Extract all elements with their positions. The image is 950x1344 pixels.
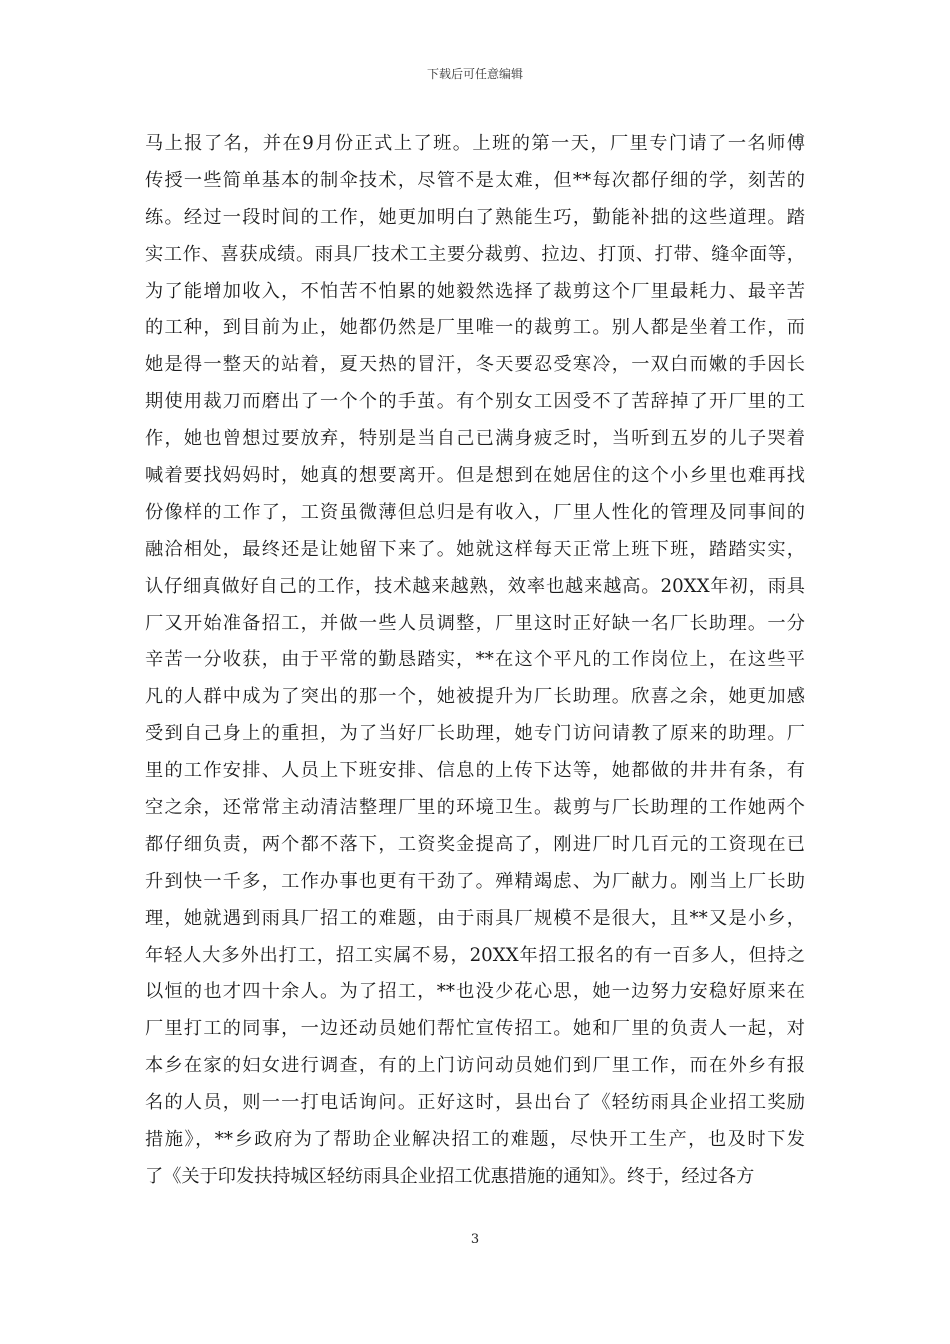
text-line: 都仔细负责，两个都不落下，工资奖金提高了，刚进厂时几百元的工资现在已 [145, 833, 805, 855]
text-line: 期使用裁刀而磨出了一个个的手茧。有个别女工因受不了苦辞掉了开厂里的工 [145, 391, 805, 413]
text-line: 理，她就遇到雨具厂招工的难题，由于雨具厂规模不是很大，且**又是小乡， [145, 907, 805, 929]
text-line: 的工种，到目前为止，她都仍然是厂里唯一的裁剪工。别人都是坐着工作，而 [145, 317, 805, 339]
text-line: 里的工作安排、人员上下班安排、信息的上传下达等，她都做的井井有条，有 [145, 760, 805, 782]
text-line: 了《关于印发扶持城区轻纺雨具企业招工优惠措施的通知》。终于，经过各方 [145, 1165, 755, 1187]
text-line: 作，她也曾想过要放弃，特别是当自己已满身疲乏时，当听到五岁的儿子哭着 [145, 428, 805, 450]
text-line: 本乡在家的妇女进行调查，有的上门访问动员她们到厂里工作，而在外乡有报 [145, 1055, 805, 1077]
text-line: 融洽相处，最终还是让她留下来了。她就这样每天正常上班下班，踏踏实实， [145, 538, 805, 560]
text-line: 凡的人群中成为了突出的那一个，她被提升为厂长助理。欣喜之余，她更加感 [145, 686, 805, 708]
text-line: 认仔细真做好自己的工作，技术越来越熟，效率也越来越高。20XX年初，雨具 [145, 575, 805, 597]
text-line: 实工作、喜获成绩。雨具厂技术工主要分裁剪、拉边、打顶、打带、缝伞面等， [145, 243, 805, 265]
text-line: 马上报了名，并在9月份正式上了班。上班的第一天，厂里专门请了一名师傅 [145, 133, 805, 154]
text-line: 厂又开始准备招工，并做一些人员调整，厂里这时正好缺一名厂长助理。一分 [145, 612, 805, 634]
text-line: 厂里打工的同事，一边还动员她们帮忙宣传招工。她和厂里的负责人一起，对 [145, 1018, 805, 1040]
page-number: 3 [470, 1232, 480, 1247]
body-text [145, 126, 805, 1196]
text-line: 名的人员，则一一打电话询问。正好这时，县出台了《轻纺雨具企业招工奖励 [145, 1092, 805, 1114]
text-line: 喊着要找妈妈时，她真的想要离开。但是想到在她居住的这个小乡里也难再找 [145, 465, 805, 487]
text-line: 份像样的工作了，工资虽微薄但总归是有收入，厂里人性化的管理及同事间的 [145, 501, 805, 523]
text-line: 受到自己身上的重担，为了当好厂长助理，她专门访问请教了原来的助理。厂 [145, 723, 805, 745]
page-header: 下载后可任意编辑 [426, 67, 523, 81]
text-line: 她是得一整天的站着，夏天热的冒汗，冬天要忍受寒冷，一双白而嫩的手因长 [145, 354, 805, 376]
text-line: 为了能增加收入，不怕苦不怕累的她毅然选择了裁剪这个厂里最耗力、最辛苦 [145, 280, 805, 302]
text-line: 空之余，还常常主动清洁整理厂里的环境卫生。裁剪与厂长助理的工作她两个 [145, 797, 805, 819]
text-line: 升到快一千多，工作办事也更有干劲了。殚精竭虑、为厂献力。刚当上厂长助 [145, 870, 805, 892]
text-line: 传授一些简单基本的制伞技术，尽管不是太难，但**每次都仔细的学，刻苦的 [145, 169, 805, 191]
text-line: 以恒的也才四十余人。为了招工，**也没少花心思，她一边努力安稳好原来在 [145, 981, 805, 1003]
text-line: 措施》，**乡政府为了帮助企业解决招工的难题，尽快开工生产，也及时下发 [145, 1129, 805, 1151]
text-line: 年轻人大多外出打工，招工实属不易，20XX年招工报名的有一百多人，但持之 [145, 944, 805, 966]
text-line: 练。经过一段时间的工作，她更加明白了熟能生巧，勤能补拙的这些道理。踏 [145, 206, 805, 228]
text-line: 辛苦一分收获，由于平常的勤恳踏实，**在这个平凡的工作岗位上，在这些平 [145, 649, 805, 671]
